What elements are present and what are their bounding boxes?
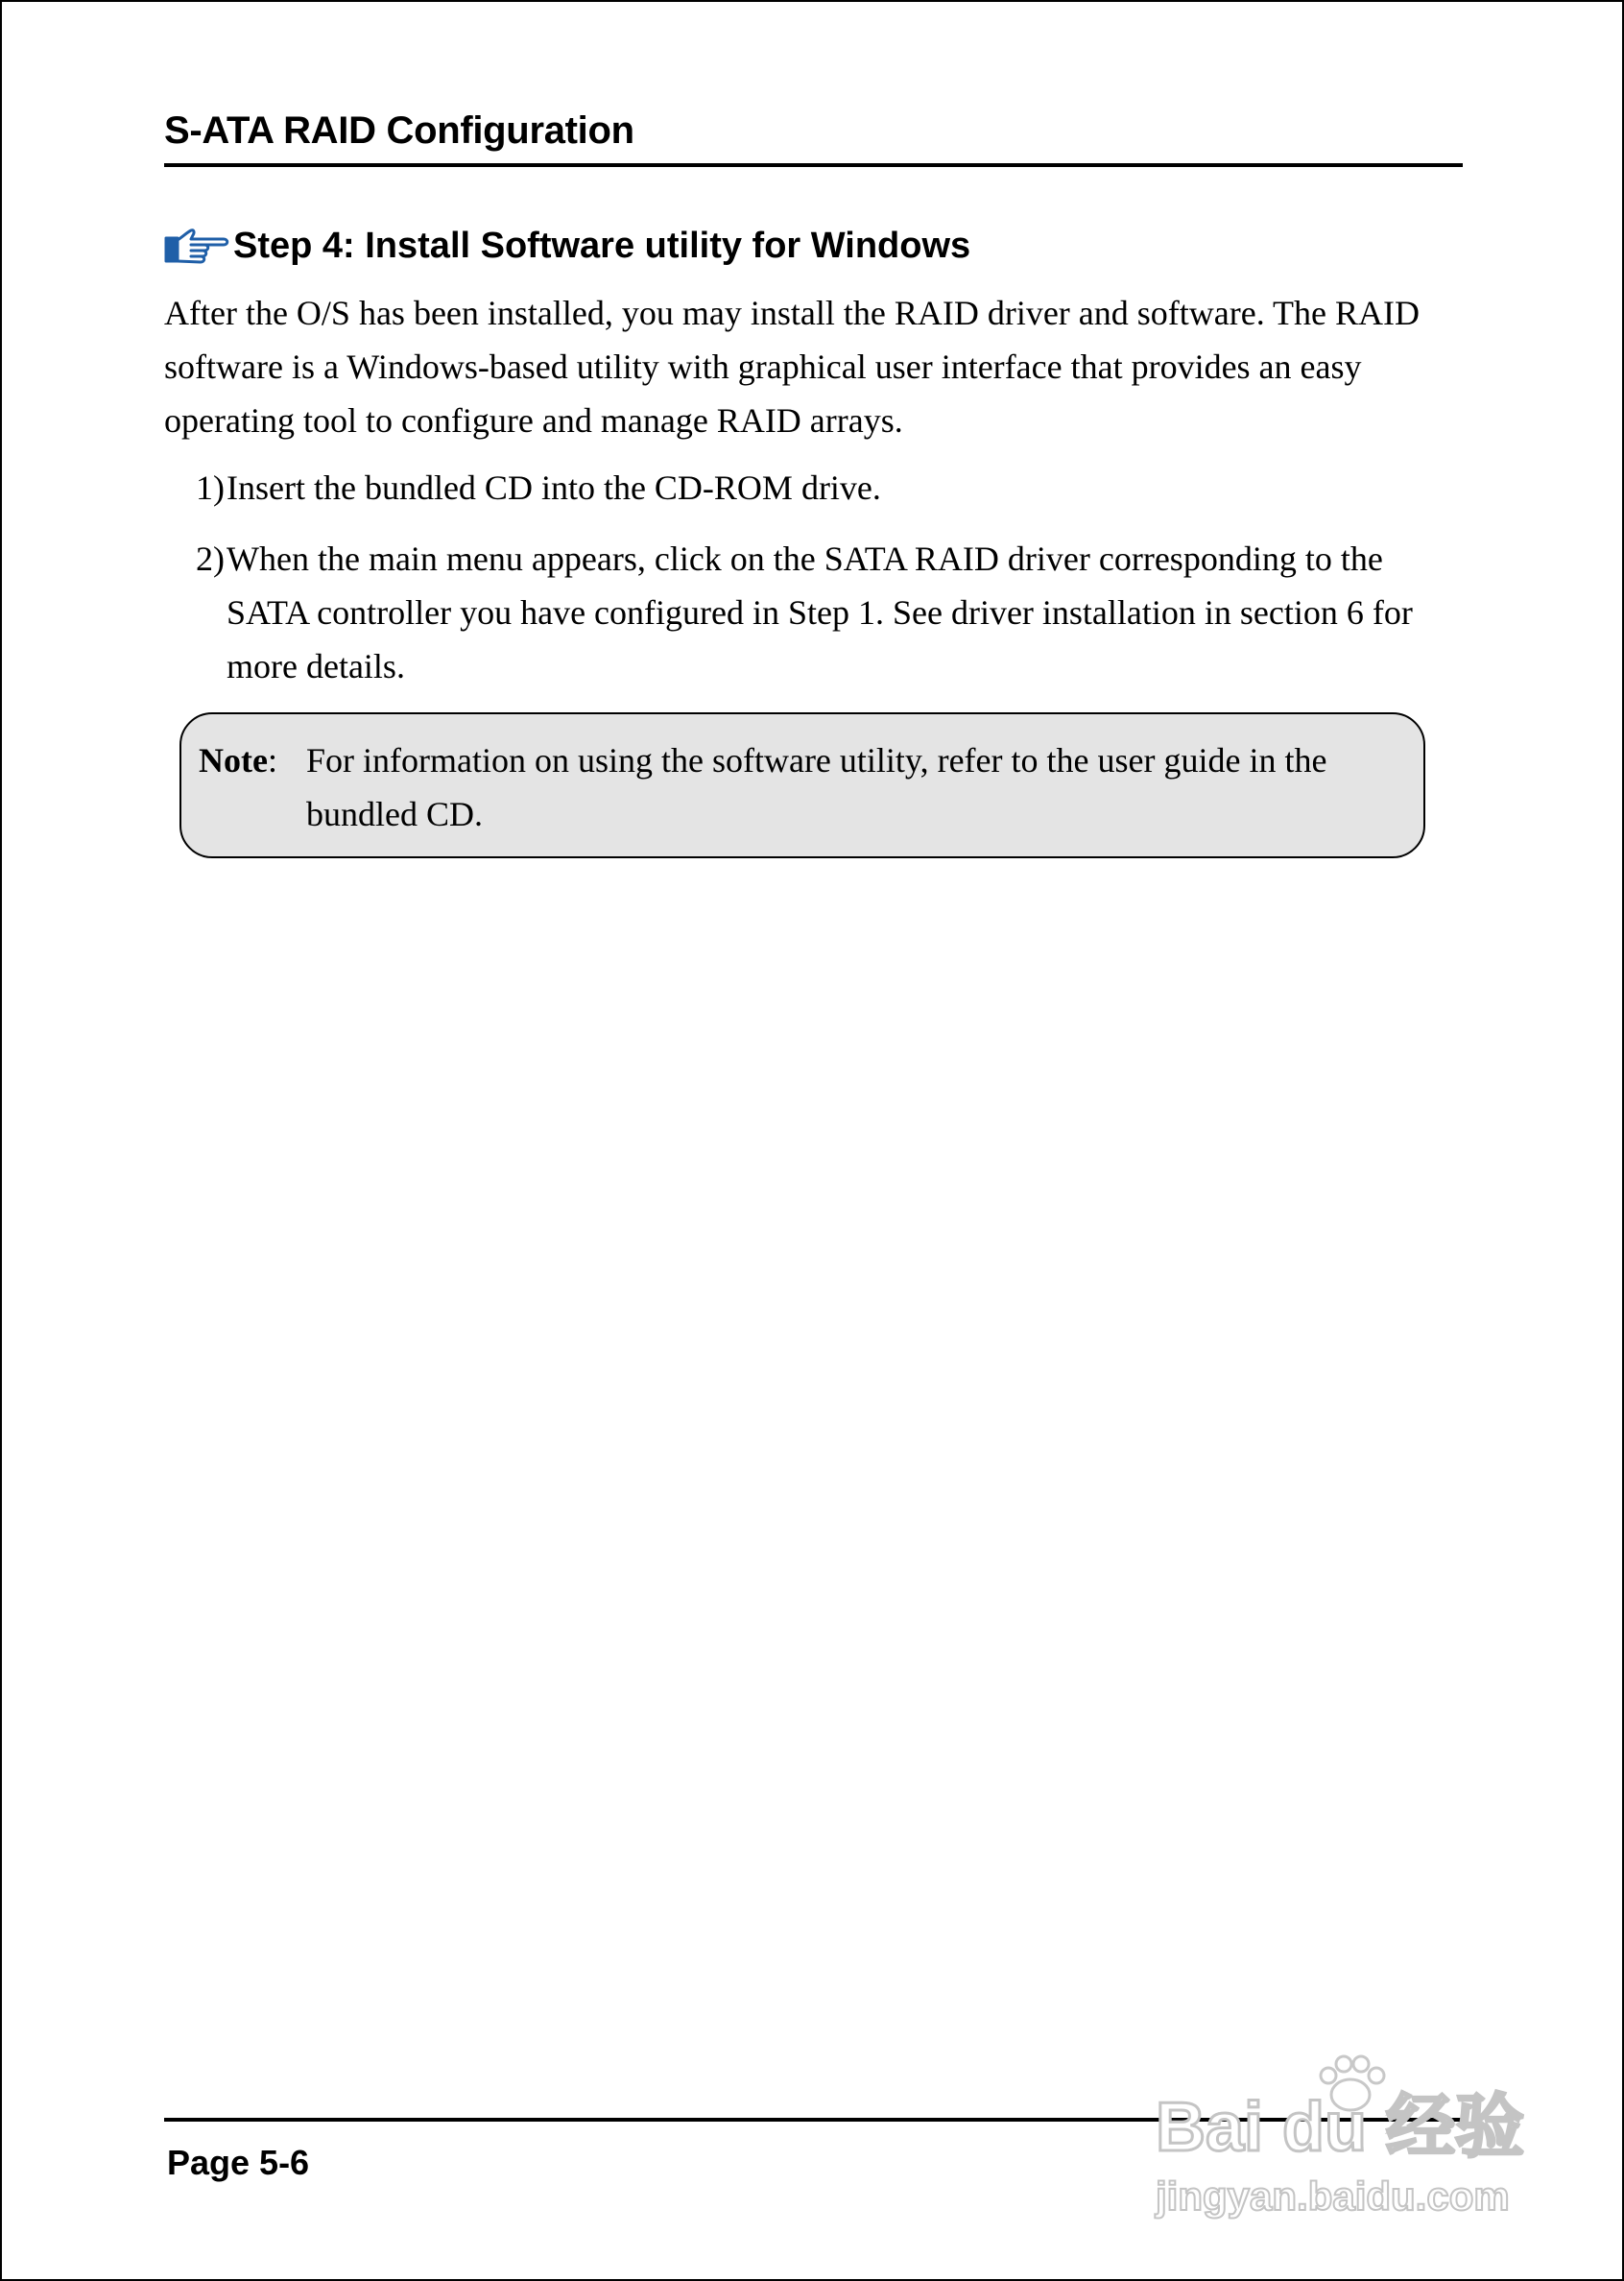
list-item bbox=[196, 532, 1472, 693]
list-item-text: Insert the bundled CD into the CD-ROM drive. bbox=[227, 468, 881, 507]
list-item bbox=[196, 461, 1472, 515]
step-heading bbox=[164, 221, 970, 271]
list-item-text: When the main menu appears, click on the SATA RAID driver corresponding to the SATA controller you have configured in Step 1. See driver installation in section 6 for more details. bbox=[227, 540, 1413, 685]
step-heading-text: Step 4: Install Software utility for Windows bbox=[233, 225, 971, 266]
watermark-url-text: jingyan.baidu.com bbox=[1156, 2173, 1510, 2219]
note-label bbox=[199, 733, 277, 787]
note-label-word: Note bbox=[199, 741, 268, 780]
page-number: Page 5-6 bbox=[167, 2143, 310, 2182]
watermark-logo-text: Bai du 经验 bbox=[1156, 2089, 1525, 2166]
intro-paragraph: After the O/S has been installed, you may install the RAID driver and software. The RAID software is a Windows-based utility with graphical user interface that provides an easy operating tool to configure and manage RAID arrays. bbox=[164, 294, 1421, 440]
header-divider bbox=[164, 163, 1463, 167]
note-text: For information on using the software utility, refer to the user guide in the bundled CD. bbox=[306, 741, 1327, 833]
list-item-number: 1) bbox=[196, 468, 225, 507]
pointing-hand-icon bbox=[164, 225, 231, 267]
note-label-separator: : bbox=[267, 741, 277, 780]
baidu-jingyan-watermark-logo bbox=[1154, 2035, 1538, 2227]
note-box bbox=[179, 712, 1425, 858]
list-item-number: 2) bbox=[196, 540, 225, 578]
header-title: S-ATA RAID Configuration bbox=[164, 109, 634, 152]
